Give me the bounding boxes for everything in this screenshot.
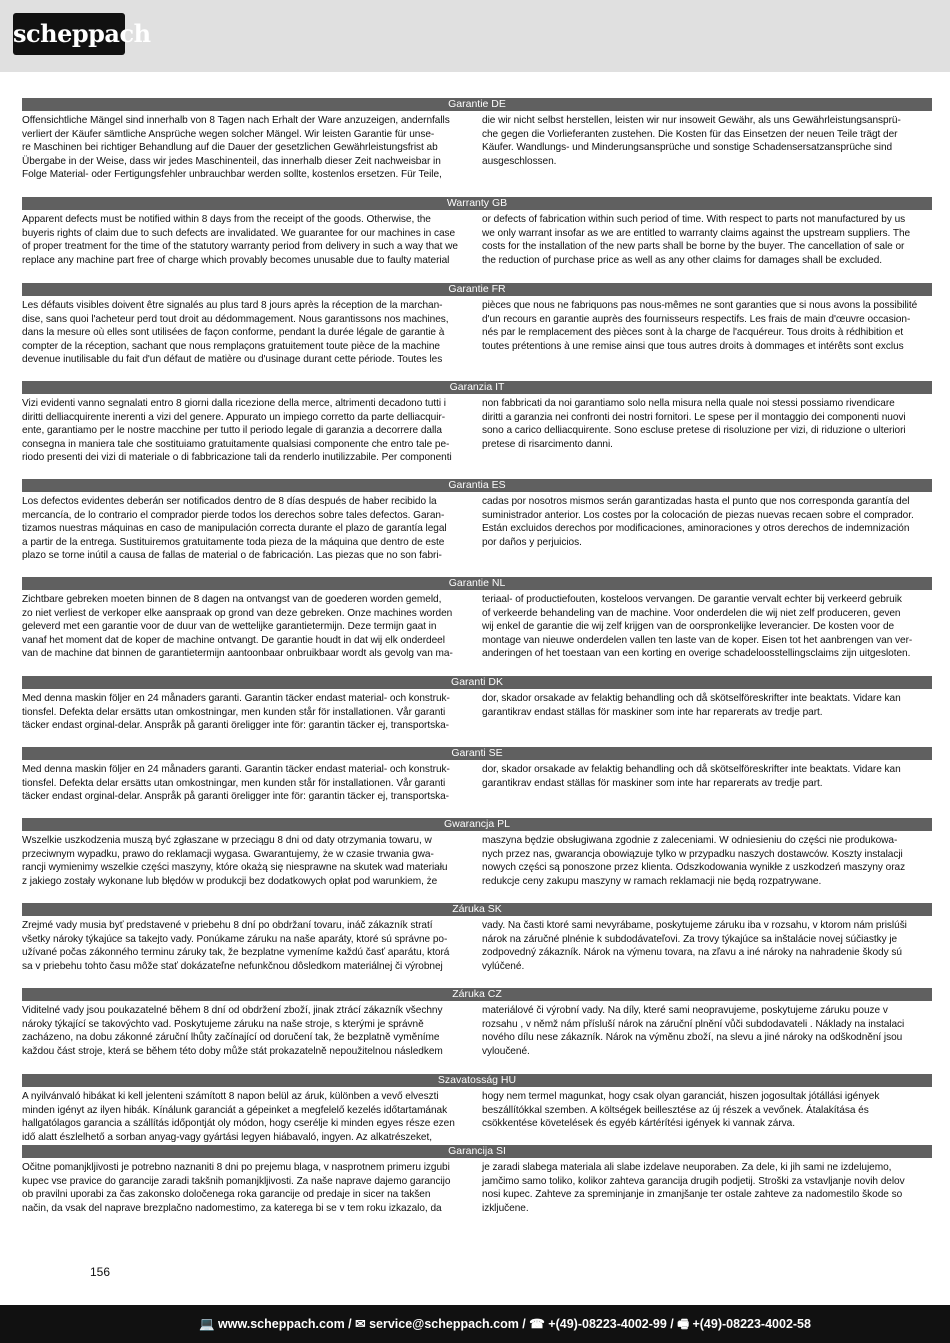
page-number: 156 <box>90 1265 111 1279</box>
section-text-right: pièces que nous ne fabriquons pas nous-mêmes ne sont garanties que si nous avons la possibilité d'un recours en garantie auprès des fournisseurs respectifs. Les frais de main d'œuvre occasion- nés par le remplacement des pièces sont à la charge de l'acquéreur. Tous droits à rédhibition et toutes prétentions à une remise ainsi que tous autres droits à dommages et intérêts sont exclus <box>482 300 918 352</box>
section-garanzia-it <box>22 381 932 465</box>
section-garantia-es <box>22 479 932 563</box>
scheppach-logo: scheppach <box>13 13 125 55</box>
section-heading: Záruka CZ <box>22 988 932 1001</box>
section-zaruka-cz <box>22 988 932 1058</box>
section-gwarancja-pl <box>22 818 932 888</box>
section-warranty-gb <box>22 197 932 267</box>
section-text-right: maszyna będzie obsługiwana zgodnie z zaleceniami. W odniesieniu do części nie produkowa- nych przez nas, gwarancja obowiązuje tylko w przypadku naszych dostawców. Koszty instalacji nowych części są ponoszone przez klienta. Odszkodowania wynikłe z uszkodzeń maszyny oraz redukcje ceny zakupu maszyny w ramach reklamacji nie będą rozpatrywane. <box>482 835 906 887</box>
section-text-right: hogy nem termel magunkat, hogy csak olyan garanciát, hiszen jogosultak jótállási igények beszállítókkal szemben. A költségek beillesztése az új részek a vevőnek. Átalakítása és csökkentése követelések és egyéb kártérítési igények ki vannak zárva. <box>482 1091 880 1130</box>
section-text-right: dor, skador orsakade av felaktig behandling och då skötselföreskrifter inte beaktats. Vidare kan garantikrav endast ställas för maskiner som inte har reparerats av tredje part. <box>482 693 901 718</box>
section-heading: Garantie FR <box>22 283 932 296</box>
section-heading: Garancija SI <box>22 1145 932 1158</box>
section-text-right: or defects of fabrication within such period of time. With respect to parts not manufactured by us we only warrant insofar as we are entitled to warranty claims against the upstream suppliers. The costs for the installation of the new parts shall be borne by the buyer. The cancellation of sale or the reduction of purchase price as well as any other claims for damages shall be excluded. <box>482 214 911 266</box>
section-garantie-de <box>22 98 932 182</box>
section-heading: Záruka SK <box>22 903 932 916</box>
section-text-right: je zaradi slabega materiala ali slabe izdelave neuporaben. Za dele, ki jih sami ne izdelujemo, jamčimo samo toliko, kolikor zahteva garancija drugih podjetij. Stroški za vstavljanje novih delov nosi kupec. Zahteve za spreminjanje in zmanjšanje ter ostale zahteve za nadomestilo škode so izključene. <box>482 1162 905 1214</box>
section-heading: Garantia ES <box>22 479 932 492</box>
section-text-right: die wir nicht selbst herstellen, leisten wir nur insoweit Gewähr, als uns Gewährleistungsansprü- che gegen die Vorlieferanten zustehen. Die Kosten für das Einsetzen der neuen Teile trägt der Käufer. Wandlungs- und Minderungsansprüche und sonstige Schadensersatzansprüche sind ausgeschlossen. <box>482 115 901 167</box>
section-heading: Garanti DK <box>22 676 932 689</box>
section-text-right: non fabbricati da noi garantiamo solo nella misura nella quale noi stessi possiamo rivendicare diritti a garanzia nei confronti dei nostri fornitori. Le spese per il montaggio dei componenti nuovi sono a carico delliacquirente. Sono escluse pretese di risoluzione per vizi, di riduzione o ulteriori pretese di risarcimento danni. <box>482 398 906 450</box>
section-text-left: Zrejmé vady musia byť predstavené v priebehu 8 dní po obdržaní tovaru, ináč zákazník stratí všetky nároky týkajúce sa takejto vady. Ponúkame záruku na naše aparáty, ktoré sú správne po- užívané počas zákonného terminu záruky tak, že bezplatne vymeníme každú časť aparátu, ktorá sa v priebehu tohto času môže stať dokázateľne nefunkčnou dôsledkom materiálnej či výrobnej <box>22 920 450 972</box>
section-text-right: teriaal- of productiefouten, kosteloos vervangen. De garantie vervalt echter bij verkeerd gebruik of verkeerde behandeling van de machine. Voor onderdelen die wij niet zelf produceren, geven wij enkel de garantie die wij zelf krijgen van de oorspronkelijke leverancier. De kosten voor de montage van nieuwe onderdelen vallen ten laste van de koper. Eisen tot het aanbrengen van ver- anderingen of het toestaan van een korting en overige schadeloosstellingsclaims zijn uitgesloten. <box>482 594 913 660</box>
section-garancija-si <box>22 1145 932 1215</box>
section-text-right: cadas por nosotros mismos serán garantizadas hasta el punto que nos corresponda garantía del suministrador anterior. Los costes por la colocación de piezas nuevas recaen sobre el comprador. Están excluidos derechos por modificaciones, aminoraciones y otros derechos de indemnización por daños y perjuicios. <box>482 496 914 548</box>
section-text-left: Očitne pomanjkljivosti je potrebno naznaniti 8 dni po prejemu blaga, v nasprotnem primeru izgubi kupec vse pravice do garancije zaradi takšnih pomanjkljivosti. Za naše naprave dajemo garancijo ob pravilni uporabi za čas zakonsko določenega roka garancije od predaje in sicer na takšen način, da vsak del naprave brezplačno nadomestimo, za katerega bi se v tem roku izkazalo, da <box>22 1162 451 1214</box>
section-text-left: Viditelné vady jsou poukazatelné během 8 dní od obdržení zboží, jinak ztrácí zákazník všechny nároky týkající se takovýchto vad. Poskytujeme záruku na naše stroje, s kterými je správně zacházeno, na dobu zákonné záruční lhůty začínající od doručení tak, že bezplatně vyměníme každou část stroje, která se během této doby může stát prokazatelně nepoužitelnou následkem <box>22 1005 443 1057</box>
section-text-right: materiálové či výrobní vady. Na díly, které sami neopravujeme, poskytujeme záruku pouze v rozsahu , v němž nám přísluší nárok na záruční plnění vůči subdodavateli . Náklady na instalaci nového dílu nese zákazník. Nárok na výměnu zboží, na slevu a jiné nároky na odškodnění jsou vyloučené. <box>482 1005 905 1057</box>
section-text-right: vady. Na časti ktoré sami nevyrábame, poskytujeme záruku iba v rozsahu, v ktorom nám prislúši nárok na záručné plnénie k subdodávateľovi. Za trovy týkajúce sa inštalácie novej súčiastky je zodpovedný zákazník. Nárok na výmenu tovara, na zľavu a iné nároky na nahradenie škody sú vylúčené. <box>482 920 907 972</box>
section-heading: Garanti SE <box>22 747 932 760</box>
section-text-left: Med denna maskin följer en 24 månaders garanti. Garantin täcker endast material- och konstruk- tionsfel. Defekta delar ersätts utan omkostningar, men kunden står för installationen. Vår garanti täcker endast orginal-delar. Anspråk på garanti öreligger inte för: garantin täcker ej, transportska- <box>22 693 450 732</box>
section-garantie-nl <box>22 577 932 661</box>
section-text-left: Zichtbare gebreken moeten binnen de 8 dagen na ontvangst van de goederen worden gemeld, zo niet verliest de verkoper elke aanspraak op grond van deze gebreken. Onze machines worden geleverd met een garantie voor de duur van de wettelijke garantietermijn. Deze termijn gaat in vanaf het moment dat de koper de machine ontvangt. De garantie houdt in dat wij elk onderdeel van de machine dat binnen de garantietermijn aantoonbaar onbruikbaar wordt als gevolg van ma- <box>22 594 453 660</box>
section-garanti-se <box>22 747 932 804</box>
section-heading: Garantie DE <box>22 98 932 111</box>
section-heading: Szavatosság HU <box>22 1074 932 1087</box>
section-text-left: Med denna maskin följer en 24 månaders garanti. Garantin täcker endast material- och konstruk- tionsfel. Defekta delar ersätts utan omkostningar, men kunden står för installationen. Vår garanti täcker endast orginal-delar. Anspråk på garanti öreligger inte för: garantin täcker ej, transportska- <box>22 764 450 803</box>
section-zaruka-sk <box>22 903 932 973</box>
section-text-left: Offensichtliche Mängel sind innerhalb von 8 Tagen nach Erhalt der Ware anzuzeigen, andernfalls verliert der Käufer sämtliche Ansprüche wegen solcher Mängel. Wir leisten Garantie für unse- re Maschinen bei richtiger Behandlung auf die Dauer der gesetzlichen Gewährleistungsfrist ab Übergabe in der Weise, dass wir jedes Maschinenteil, das innerhalb dieser Zeit nachweisbar in Folge Material- oder Fertigungsfehler unbrauchbar werden sollte, kostenlos ersetzen. Für Teile, <box>22 115 450 181</box>
section-text-left: Wszelkie uszkodzenia muszą być zgłaszane w przeciągu 8 dni od daty otrzymania towaru, w przeciwnym wypadku, prawo do reklamacji wygasa. Gwarantujemy, że w czasie trwania gwa- rancji wymienimy wszelkie części maszyny, które okażą się niesprawne na skutek wad materiału z jakiego zostały wykonane lub błędów w produkcji bez dodatkowych opłat pod warunkiem, że <box>22 835 448 887</box>
section-text-left: Los defectos evidentes deberán ser notificados dentro de 8 días después de haber recibido la mercancía, de lo contrario el comprador pierde todos los derechos sobre tales defectos. Garan- tizamos nuestras máquinas en caso de manipulación correcta durante el plazo de garantía legal a partir de la entrega. Sustituiremos gratuitamente toda pieza de la máquina que dentro de este plazo se torne inútil a causa de fallas de material o de fabricación. Las piezas que no son fabri- <box>22 496 447 562</box>
section-text-right: dor, skador orsakade av felaktig behandling och då skötselföreskrifter inte beaktats. Vidare kan garantikrav endast ställas för maskiner som inte har reparerats av tredje part. <box>482 764 901 789</box>
header-bar <box>0 0 950 72</box>
section-heading: Warranty GB <box>22 197 932 210</box>
section-text-left: Apparent defects must be notified within 8 days from the receipt of the goods. Otherwise, the buyeris rights of claim due to such defects are invalidated. We guarantee for our machines in case of proper treatment for the time of the statutory warranty period from delivery in such a way that we replace any machine part free of charge which provably becomes unusable due to faulty material <box>22 214 458 266</box>
section-garanti-dk <box>22 676 932 733</box>
section-text-left: A nyilvánvaló hibákat ki kell jelenteni számított 8 napon belül az áruk, különben a vevő elveszti minden igényt az ilyen hibák. Kínálunk garanciát a gépeinket a megfelelő kezelés időtartamának hallgatólagos garancia a szállítás időpontját oly módon, hogy cserélje ki minden egyes része ezen idő alatt észlelhető a sorban anyag-vagy gyártási legyen hiábavaló, ingyen. Az alkatrészeket, <box>22 1091 455 1143</box>
section-heading: Garantie NL <box>22 577 932 590</box>
section-garantie-fr <box>22 283 932 367</box>
contact-footer: 💻 www.scheppach.com / ✉ service@scheppach.com / ☎ +(49)-08223-4002-99 / 🖷 +(49)-08223-4002-58 <box>0 1305 950 1343</box>
section-szavatossag-hu <box>22 1074 932 1144</box>
section-heading: Garanzia IT <box>22 381 932 394</box>
section-text-left: Vizi evidenti vanno segnalati entro 8 giorni dalla ricezione della merce, altrimenti decadono tutti i diritti delliacquirente inerenti a vizi del genere. Appurato un impiego corretto da parte delliacquir- ente, garantiamo per le nostre macchine per tutto il periodo legale di garanzia a decorrere dalla consegna in maniera tale che sostituiamo gratuitamente qualsiasi componente che entro tale pe- riodo presenti dei vizi di materiale o di fabbricazione tali da renderlo inutilizzabile. Per componenti <box>22 398 452 464</box>
section-heading: Gwarancja PL <box>22 818 932 831</box>
section-text-left: Les défauts visibles doivent être signalés au plus tard 8 jours après la réception de la marchan- dise, sans quoi l'acheteur perd tout droit au dédommagement. Nous garantissons nos machines, dans la mesure où elles sont utilisées de façon conforme, pendant la durée légale de garantie à compter de la réception, sachant que nous remplaçons gratuitement toute pièce de la machine devenue inutilisable du fait d'un défaut de matière ou d'usinage durant cette période. Toutes les <box>22 300 449 366</box>
